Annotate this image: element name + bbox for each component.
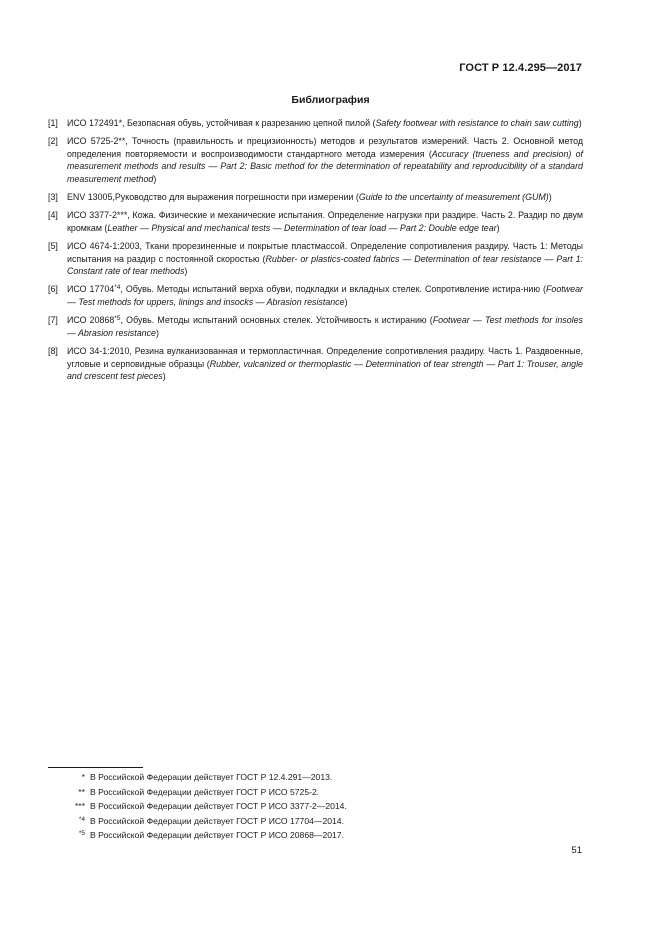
document-standard-header: ГОСТ Р 12.4.295—2017	[459, 62, 582, 74]
entry-text-part: ИСО 4674-1:2003, Ткани прорезиненные и покрытые пластмассой. Определение сопротивления раздиру. Часть 1: Методы испытания на раздир с постоянной скоростью (	[67, 241, 583, 264]
entry-number: [5]	[48, 241, 58, 252]
bibliography-entry	[48, 135, 583, 185]
entry-text-part: ИСО 3377-2***, Кожа. Физические и механические испытания. Определение нагрузки при раздире. Часть 2. Раздир по двум кромкам (	[67, 210, 583, 233]
entry-text-part: ИСО 17704	[67, 284, 115, 295]
footnote-mark	[79, 828, 85, 843]
entry-text-part: )	[496, 222, 500, 233]
entry-text	[67, 346, 583, 381]
bibliography-entry	[48, 240, 583, 277]
bibliography-entry	[48, 191, 583, 203]
entry-english-title: Accuracy (trueness and precision) of measurement methods and results — Part 2: Basic method for the determination of repeatability and reproducibility of a standard measurement method	[67, 148, 583, 184]
entry-text	[67, 118, 582, 128]
entry-text-part: ИСО 5725-2**, Точность (правильность и прецизионность) методов и результатов измерений. Часть 2. Основной метод определения повторяемости и воспроизводимости стандартного метода измерения (	[67, 136, 583, 159]
entry-text-part: , Обувь. Методы испытаний основных стелек. Устойчивость к истиранию (	[120, 315, 433, 326]
entry-text	[67, 210, 583, 232]
footnote-mark-sup: *5	[78, 830, 85, 838]
entry-english-title: Footwear — Test methods for insoles — Abrasion resistance	[67, 315, 583, 338]
entry-text-part: )	[548, 192, 552, 203]
entry-text-part: )	[153, 173, 157, 184]
entry-text-part: ENV 13005,Руководство для выражения погрешности при измерении (	[67, 192, 359, 203]
entry-number: [8]	[48, 346, 58, 357]
entry-text	[67, 284, 583, 306]
footnote-ref: *4	[114, 284, 121, 292]
footnote	[48, 785, 583, 800]
page-number: 51	[571, 845, 582, 856]
entry-text	[67, 192, 552, 202]
entry-english-title: Footwear — Test methods for uppers, linings and insocks — Abrasion resistance	[67, 284, 583, 307]
entry-number: [1]	[48, 118, 58, 128]
footnote-mark: ***	[74, 801, 85, 812]
bibliography-entry	[48, 345, 583, 382]
footnote-text: В Российской Федерации действует ГОСТ Р 12.4.291—2013.	[90, 772, 333, 782]
entry-text-part: ИСО 34-1:2010, Резина вулканизованная и термопластичная. Определение сопротивления раздиру. Часть 1. Раздвоенные, угловые и серповидные образцы (	[67, 346, 583, 369]
entry-number: [3]	[48, 192, 58, 203]
entry-text-part: )	[162, 370, 166, 381]
entry-text	[67, 315, 583, 337]
entry-text-part: ИСО 20868	[67, 315, 115, 326]
footnote-ref: *5	[114, 315, 121, 323]
footnote	[48, 770, 583, 785]
footnote	[48, 828, 583, 843]
footnote-mark: *	[81, 772, 85, 782]
entry-text	[67, 136, 583, 183]
entry-english-title: Leather — Physical and mechanical tests — Determination of tear load — Part 2: Double edge tear	[107, 222, 497, 233]
footnote	[48, 814, 583, 829]
entry-text-part: )	[155, 327, 159, 338]
footnotes	[48, 770, 583, 843]
entry-text	[67, 241, 583, 276]
footnote-mark	[79, 814, 85, 829]
entry-text-part: )	[184, 266, 188, 277]
bibliography-entry	[48, 209, 583, 234]
footnote	[48, 799, 583, 814]
footnote-text: В Российской Федерации действует ГОСТ Р ИСО 17704—2014.	[90, 815, 344, 826]
entry-text-part: ИСО 172491*, Безопасная обувь, устойчивая к разрезанию цепной пилой (	[67, 118, 376, 128]
entry-text-part: )	[344, 296, 348, 307]
bibliography-entry	[48, 283, 583, 308]
footnote-text: В Российской Федерации действует ГОСТ Р ИСО 5725-2.	[90, 786, 320, 797]
footnote-text: В Российской Федерации действует ГОСТ Р ИСО 20868—2017.	[90, 830, 344, 841]
bibliography-title: Библиография	[291, 94, 370, 106]
entry-text-part: , Обувь. Методы испытаний верха обуви, подкладки и вкладных стелек. Сопротивление истира-нию (	[120, 284, 546, 295]
footnote-mark: **	[78, 786, 85, 797]
entry-number: [4]	[48, 210, 58, 221]
entry-english-title: Guide to the uncertainty of measurement (GUM)	[358, 192, 549, 203]
entry-english-title: Rubber- or plastics-coated fabrics — Determination of tear resistance — Part 1: Constant rate of tear methods	[67, 253, 584, 277]
entry-english-title: Rubber, vulcanized or thermoplastic — Determination of tear strength — Part 1: Trouser, angle and crescent test pieces	[67, 358, 583, 381]
footnote-divider	[48, 767, 143, 768]
footnote-text: В Российской Федерации действует ГОСТ Р ИСО 3377-2—2014.	[90, 801, 347, 812]
bibliography-entry	[48, 117, 583, 129]
bibliography-list	[48, 117, 583, 388]
entry-number: [6]	[48, 284, 58, 295]
footnote-mark-sup: *4	[78, 815, 85, 823]
entry-number: [7]	[48, 315, 58, 326]
entry-number: [2]	[48, 136, 58, 147]
entry-text-part: )	[578, 118, 582, 128]
bibliography-entry	[48, 314, 583, 339]
entry-english-title: Safety footwear with resistance to chain saw cutting	[375, 118, 579, 128]
